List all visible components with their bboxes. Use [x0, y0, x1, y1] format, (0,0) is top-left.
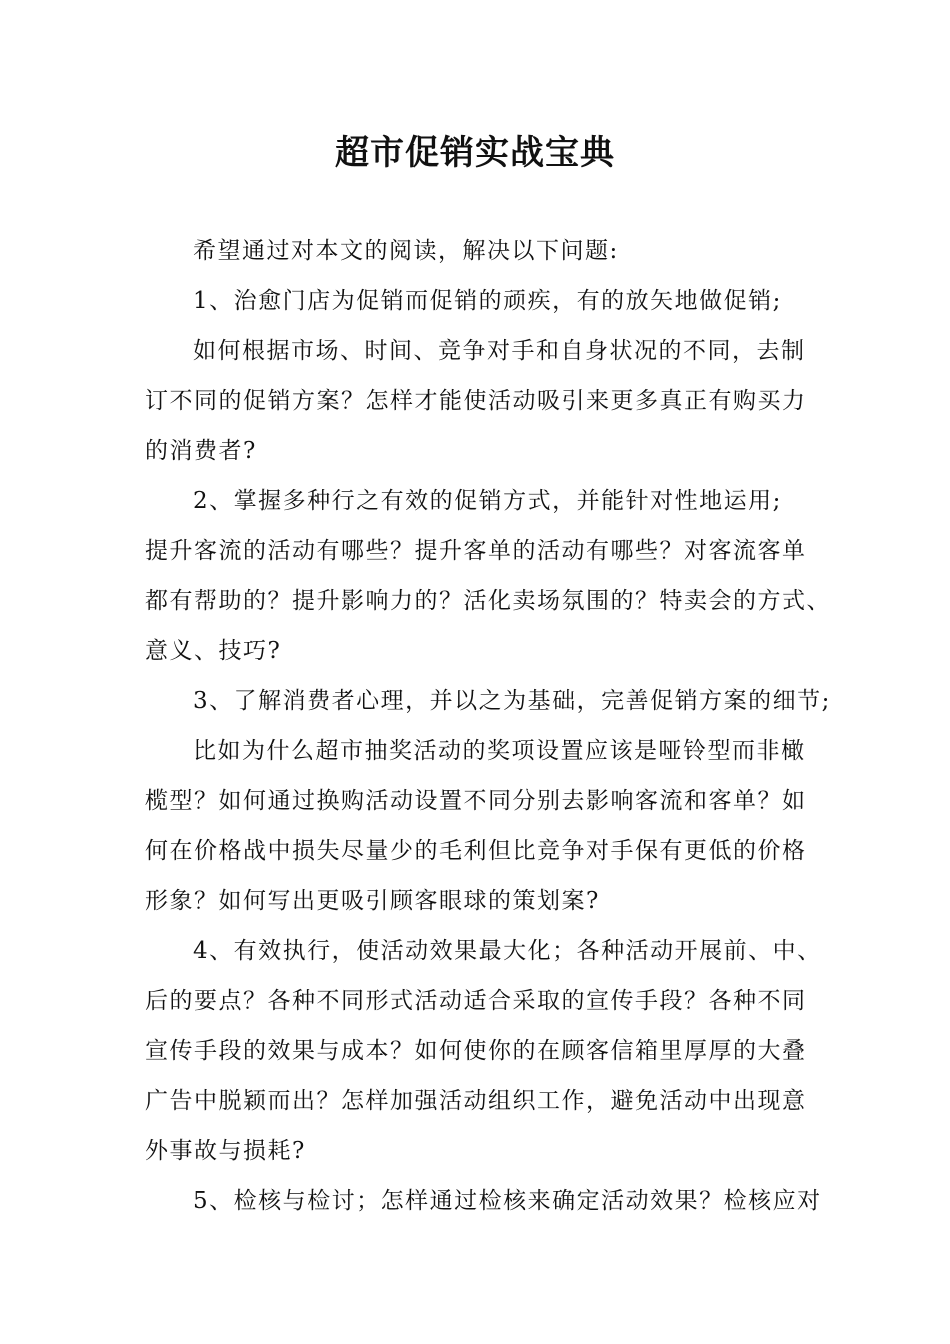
text-line: 后的要点？各种不同形式活动适合采取的宣传手段？各种不同: [145, 988, 807, 1014]
text-line: 提升客流的活动有哪些？提升客单的活动有哪些？对客流客单: [145, 538, 807, 564]
document-title: 超市促销实战宝典: [335, 133, 615, 173]
text-line: 订不同的促销方案？怎样才能使活动吸引来更多真正有购买力: [145, 388, 807, 414]
text-line: 何在价格战中损失尽量少的毛利但比竞争对手保有更低的价格: [145, 838, 807, 864]
text-line-item-5: 5、检核与检讨；怎样通过检核来确定活动效果？检核应对: [193, 1188, 822, 1214]
text-line: 都有帮助的？提升影响力的？活化卖场氛围的？特卖会的方式、: [145, 588, 831, 614]
text-line: 的消费者?: [145, 438, 257, 464]
text-line-item-2: 2、掌握多种行之有效的促销方式，并能针对性地运用;: [193, 488, 782, 514]
text-line-item-3: 3、了解消费者心理，并以之为基础，完善促销方案的细节;: [193, 688, 831, 714]
text-line-intro: 希望通过对本文的阅读，解决以下问题:: [193, 238, 619, 264]
text-line: 外事故与损耗?: [145, 1138, 306, 1164]
text-line: 榄型？如何通过换购活动设置不同分别去影响客流和客单？如: [145, 788, 807, 814]
text-line: 形象？如何写出更吸引顾客眼球的策划案?: [145, 888, 600, 914]
text-line: 宣传手段的效果与成本？如何使你的在顾客信箱里厚厚的大叠: [145, 1038, 807, 1064]
text-line: 广告中脱颖而出？怎样加强活动组织工作，避免活动中出现意: [145, 1088, 807, 1114]
text-line-item-4: 4、有效执行，使活动效果最大化；各种活动开展前、中、: [193, 938, 822, 964]
text-line: 如何根据市场、时间、竞争对手和自身状况的不同，去制: [193, 338, 806, 364]
text-line: 比如为什么超市抽奖活动的奖项设置应该是哑铃型而非橄: [193, 738, 806, 764]
text-line-item-1: 1、治愈门店为促销而促销的顽疾，有的放矢地做促销;: [193, 288, 782, 314]
text-line: 意义、技巧?: [145, 638, 282, 664]
